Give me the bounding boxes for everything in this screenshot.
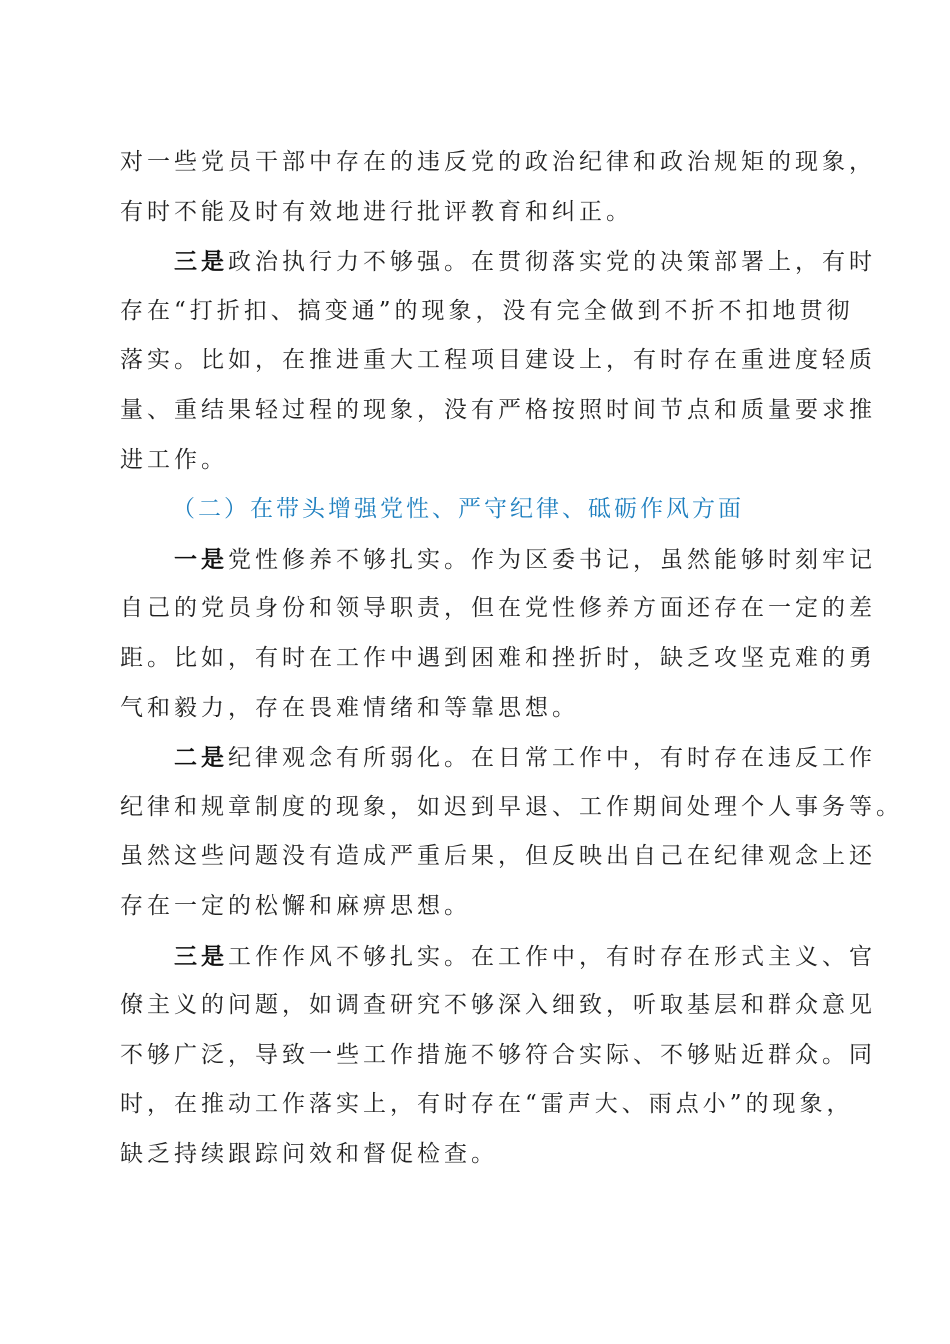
text-line: 进工作。 (120, 446, 228, 473)
text-line: 气和毅力，存在畏难情绪和等靠思想。 (120, 694, 579, 721)
paragraph-continued (120, 138, 876, 237)
paragraph-lead: 三是 (174, 248, 228, 276)
text-line: 虽然这些问题没有造成严重后果，但反映出自己在纪律观念上还 (120, 843, 876, 870)
text-run: 纪律观念有所弱化。在日常工作中，有时存在违反工作 (228, 745, 876, 772)
text-line: 量、重结果轻过程的现象，没有严格按照时间节点和质量要求推 (120, 396, 876, 423)
text-line: 有时不能及时有效地进行批评教育和纠正。 (120, 198, 633, 225)
section-heading: （二）在带头增强党性、严守纪律、砥砺作风方面 (172, 496, 744, 523)
text-line: 纪律和规章制度的现象，如迟到早退、工作期间处理个人事务等。 (120, 793, 903, 820)
text-line: 存在一定的松懈和麻痹思想。 (120, 892, 471, 919)
document-body (120, 138, 903, 1179)
paragraph-work-style (120, 932, 876, 1180)
paragraph-party-spirit (120, 535, 876, 733)
text-line: 存在“打折扣、搞变通”的现象，没有完全做到不折不扣地贯彻 (120, 297, 854, 324)
text-line: 不够广泛，导致一些工作措施不够符合实际、不够贴近群众。同 (120, 1041, 876, 1068)
text-line: 僚主义的问题，如调查研究不够深入细致，听取基层和群众意见 (120, 992, 876, 1019)
text-line: 自己的党员身份和领导职责，但在党性修养方面还存在一定的差 (120, 595, 876, 622)
text-line: 距。比如，有时在工作中遇到困难和挫折时，缺乏攻坚克难的勇 (120, 644, 876, 671)
text-run: 政治执行力不够强。在贯彻落实党的决策部署上，有时 (228, 249, 876, 276)
text-line: 落实。比如，在推进重大工程项目建设上，有时存在重进度轻质 (120, 347, 876, 374)
text-line-first (120, 535, 876, 585)
text-line: 时，在推动工作落实上，有时存在“雷声大、雨点小”的现象， (120, 1091, 854, 1118)
text-line: 缺乏持续跟踪问效和督促检查。 (120, 1140, 498, 1167)
text-line-first (120, 932, 876, 982)
text-line-first (120, 237, 876, 287)
paragraph-lead: 二是 (174, 744, 228, 772)
paragraph-lead: 一是 (174, 545, 228, 573)
paragraph-discipline (120, 733, 903, 931)
paragraph-political-execution (120, 237, 876, 485)
text-line: 对一些党员干部中存在的违反党的政治纪律和政治规矩的现象， (120, 149, 876, 175)
text-run: 党性修养不够扎实。作为区委书记，虽然能够时刻牢记 (228, 546, 876, 573)
paragraph-lead: 三是 (174, 942, 228, 970)
text-run: 工作作风不够扎实。在工作中，有时存在形式主义、官 (228, 943, 876, 970)
text-line-first (120, 733, 876, 783)
